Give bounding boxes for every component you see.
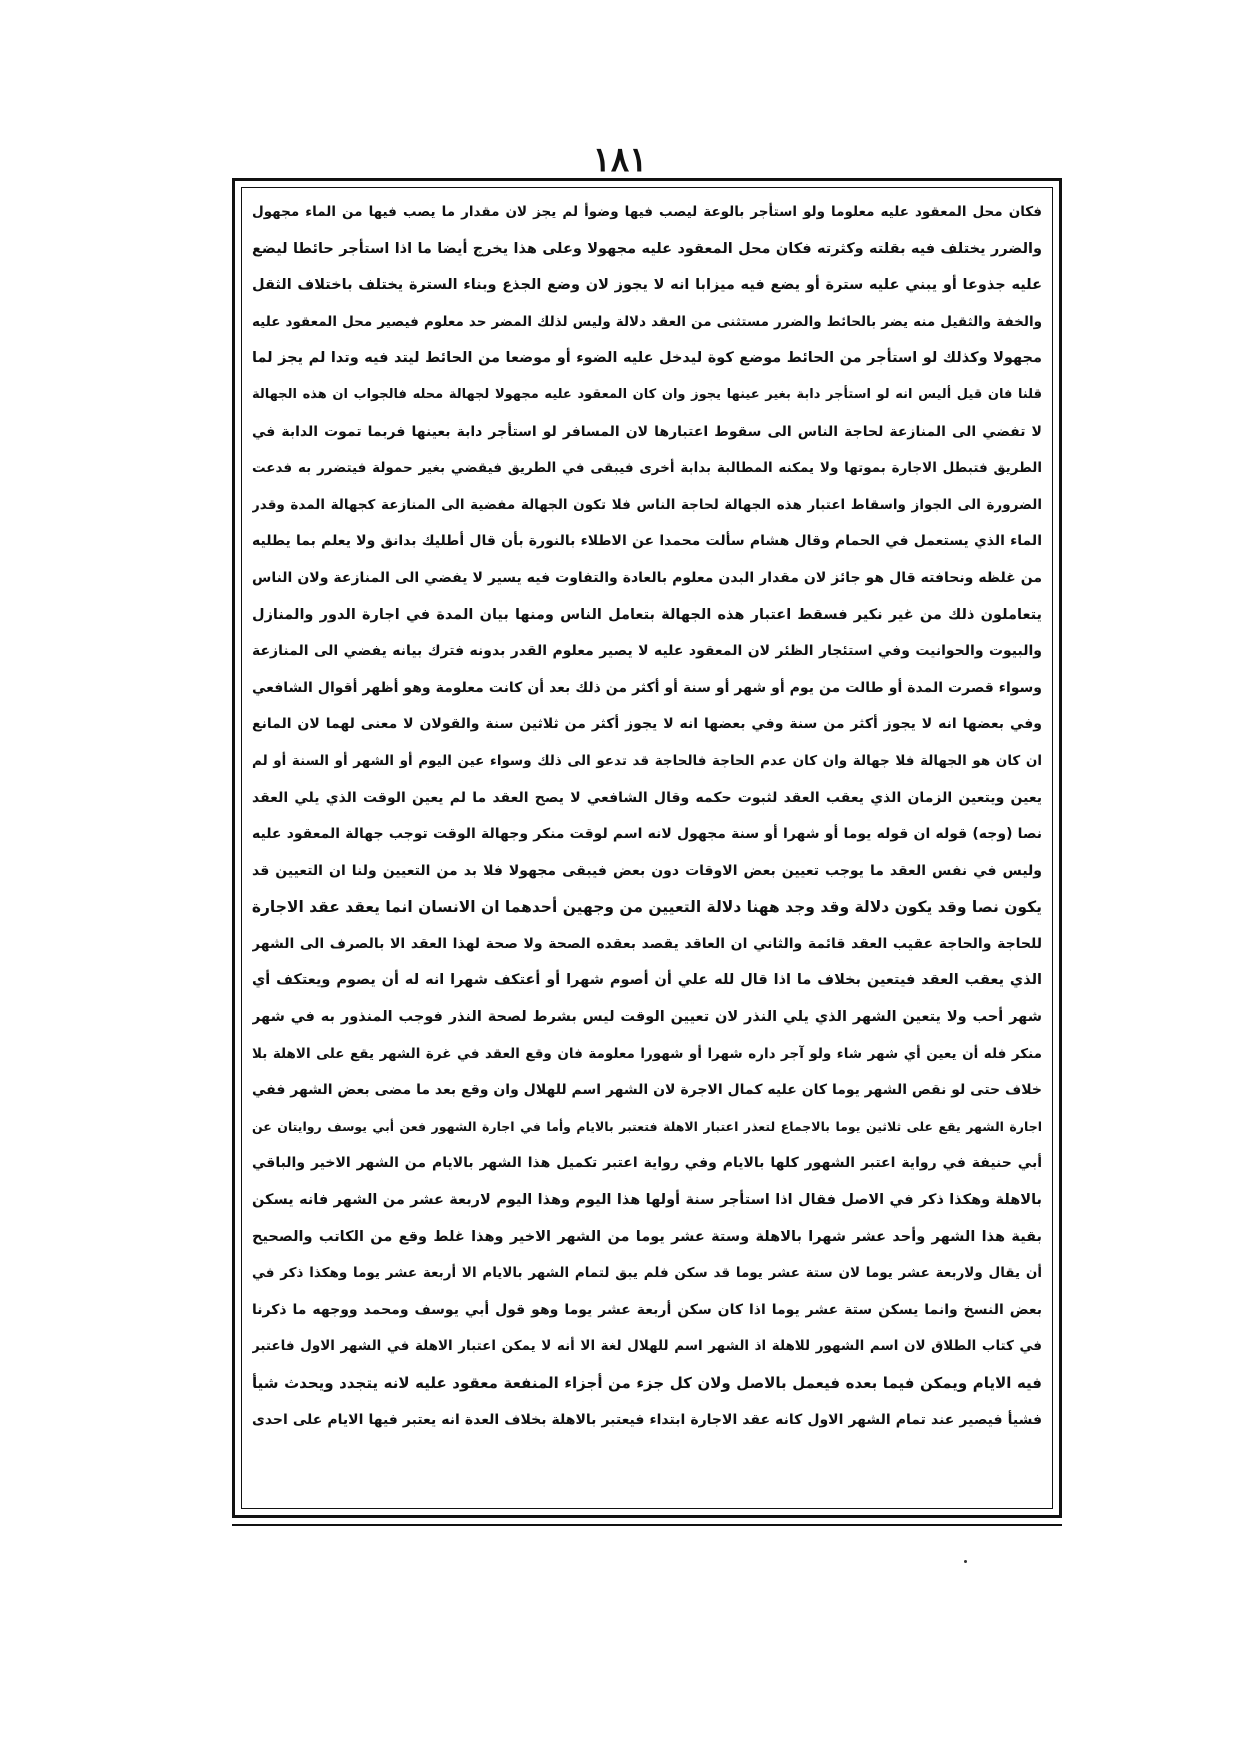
text-line: مجهولا وكذلك لو استأجر من الحائط موضع كوة ليدخل عليه الضوء أو موضعا من الحائط ليتد فيه وتدا لم يجز لما: [252, 350, 1042, 367]
text-line: بقية هذا الشهر وأحد عشر شهرا بالاهلة وستة عشر يوما من الشهر الاخير وهذا غلط وقع من الكاتب والصحيح: [252, 1228, 1042, 1245]
bottom-rule: [232, 1524, 1062, 1526]
text-line: وليس في نفس العقد ما يوجب تعيين بعض الاوقات دون بعض فيبقى مجهولا فلا بد من التعيين ولنا ان التعيين قد: [252, 862, 1042, 879]
page-number: ١٨١: [592, 140, 648, 180]
text-line: اجارة الشهر يقع على ثلاثين يوما بالاجماع لتعذر اعتبار الاهلة فتعتبر بالايام وأما في اجارة الشهور فعن أبي يوسف روايتان عن: [252, 1118, 1042, 1134]
text-line: نصا (وجه) قوله ان قوله يوما أو شهرا أو سنة مجهول لانه اسم لوقت منكر وجهالة الوقت توجب جهالة المعقود عليه: [252, 826, 1042, 843]
text-line: من غلظه ونحافته قال هو جائز لان مقدار البدن معلوم بالعادة والتفاوت فيه يسير لا يفضي الى المنازعة ولان الناس: [252, 569, 1042, 586]
text-line: وفي بعضها انه لا يجوز أكثر من سنة وفي بعضها انه لا يجوز أكثر من ثلاثين سنة والقولان لا معنى لهما لان المانع: [252, 716, 1042, 733]
text-frame-inner: [241, 187, 1053, 1509]
text-line: فشيأ فيصير عند تمام الشهر الاول كانه عقد الاجارة ابتداء فيعتبر بالاهلة بخلاف العدة انه يعتبر فيها الايام على احدى: [252, 1411, 1042, 1428]
text-line: الذي يعقب العقد فيتعين بخلاف ما اذا قال لله علي أن أصوم شهرا أو أعتكف شهرا انه له أن يصوم ويعتكف أي: [252, 972, 1042, 989]
text-line: لا تفضي الى المنازعة لحاجة الناس الى سقوط اعتبارها لان المسافر لو استأجر دابة بعينها فربما تموت الدابة في: [252, 423, 1042, 440]
text-line: منكر فله أن يعين أي شهر شاء ولو آجر داره شهرا أو شهورا معلومة فان وقع العقد في غرة الشهر يقع على الاهلة بلا: [252, 1045, 1042, 1062]
text-line: في كتاب الطلاق لان اسم الشهور للاهلة اذ الشهر اسم للهلال لغة الا أنه لا يمكن اعتبار الاهلة في الشهر الاول فاعتبر: [252, 1338, 1042, 1355]
text-line: قلنا فان قيل أليس انه لو استأجر دابة بغير عينها يجوز وان كان المعقود عليه مجهولا لجهالة محله فالجواب ان هذه الجهالة: [252, 386, 1042, 402]
text-line: أبي حنيفة في رواية اعتبر الشهور كلها بالايام وفي رواية اعتبر تكميل هذا الشهر بالايام من الشهر الاخير والباقي: [252, 1155, 1042, 1172]
text-line: الضرورة الى الجواز واسقاط اعتبار هذه الجهالة لحاجة الناس فلا تكون الجهالة مفضية الى المنازعة كجهالة المدة وقدر: [252, 496, 1042, 513]
text-line: بالاهلة وهكذا ذكر في الاصل فقال اذا استأجر سنة أولها هذا اليوم وهذا اليوم لاربعة عشر من الشهر فانه يسكن: [252, 1192, 1042, 1209]
text-line: والضرر يختلف فيه بقلته وكثرته فكان محل المعقود عليه مجهولا وعلى هذا يخرج أيضا ما اذا استأجر حائطا ليضع: [252, 240, 1042, 257]
text-body: [252, 194, 1042, 1502]
text-line: ان كان هو الجهالة فلا جهالة وان كان عدم الحاجة فالحاجة قد تدعو الى ذلك وسواء عين اليوم أو الشهر أو السنة أو لم: [252, 752, 1042, 769]
text-line: شهر أحب ولا يتعين الشهر الذي يلي النذر لان تعيين الوقت ليس بشرط لصحة النذر فوجب المنذور به في شهر: [252, 1009, 1042, 1026]
text-line: فيه الايام ويمكن فيما بعده فيعمل بالاصل ولان كل جزء من أجزاء المنفعة معقود عليه لانه يتجدد ويحدث شيأ: [252, 1374, 1042, 1392]
text-line: يعين ويتعين الزمان الذي يعقب العقد لثبوت حكمه وقال الشافعي لا يصح العقد ما لم يعين الوقت الذي يلي العقد: [252, 789, 1042, 806]
text-line: والخفة والثقيل منه يضر بالحائط والضرر مستثنى من العقد دلالة وليس لذلك المضر حد معلوم فيصير محل المعقود عليه: [252, 313, 1042, 330]
text-frame: [232, 178, 1062, 1518]
text-line: خلاف حتى لو نقص الشهر يوما كان عليه كمال الاجرة لان الشهر اسم للهلال وان وقع بعد ما مضى بعض الشهر ففي: [252, 1082, 1042, 1099]
text-line: الطريق فتبطل الاجارة بموتها ولا يمكنه المطالبة بدابة أخرى فيبقى في الطريق فيقضي بغير حمولة فيتضرر به فدعت: [252, 460, 1042, 477]
text-line: وسواء قصرت المدة أو طالت من يوم أو شهر أو سنة أو أكثر من ذلك بعد أن كانت معلومة وهو أظهر أقوال الشافعي: [252, 679, 1042, 696]
text-line: أن يقال ولاربعة عشر يوما لان ستة عشر يوما قد سكن فلم يبق لتمام الشهر بالايام الا أربعة عشر يوما وهكذا ذكر في: [252, 1265, 1042, 1282]
text-line: الماء الذي يستعمل في الحمام وقال هشام سألت محمدا عن الاطلاء بالنورة بأن قال أطليك بدانق ولا يعلم بما يطليه: [252, 533, 1042, 550]
text-line: فكان محل المعقود عليه معلوما ولو استأجر بالوعة ليصب فيها وضوأ لم يجز لان مقدار ما يصب فيها من الماء مجهول: [252, 204, 1042, 220]
text-line: يكون نصا وقد يكون دلالة وقد وجد ههنا دلالة التعيين من وجهين أحدهما ان الانسان انما يعقد عقد الاجارة: [252, 898, 1042, 917]
text-line: للحاجة والحاجة عقيب العقد قائمة والثاني ان العاقد يقصد بعقده الصحة ولا صحة لهذا العقد الا بالصرف الى الشهر: [252, 935, 1042, 952]
text-line: بعض النسخ وانما يسكن ستة عشر يوما اذا كان سكن أربعة عشر يوما وهو قول أبي يوسف ومحمد ووجهه ما ذكرنا: [252, 1301, 1042, 1318]
text-line: عليه جذوعا أو يبني عليه سترة أو يضع فيه ميزابا انه لا يجوز لان وضع الجذع وبناء السترة يختلف باختلاف الثقل: [252, 277, 1042, 294]
text-line: والبيوت والحوانيت وفي استئجار الظئر لان المعقود عليه لا يصير معلوم القدر بدونه فترك بيانه يفضي الى المنازعة: [252, 643, 1042, 660]
ink-speck: [964, 1560, 967, 1563]
text-line: يتعاملون ذلك من غير نكير فسقط اعتبار هذه الجهالة بتعامل الناس ومنها بيان المدة في اجارة الدور والمنازل: [252, 606, 1042, 623]
